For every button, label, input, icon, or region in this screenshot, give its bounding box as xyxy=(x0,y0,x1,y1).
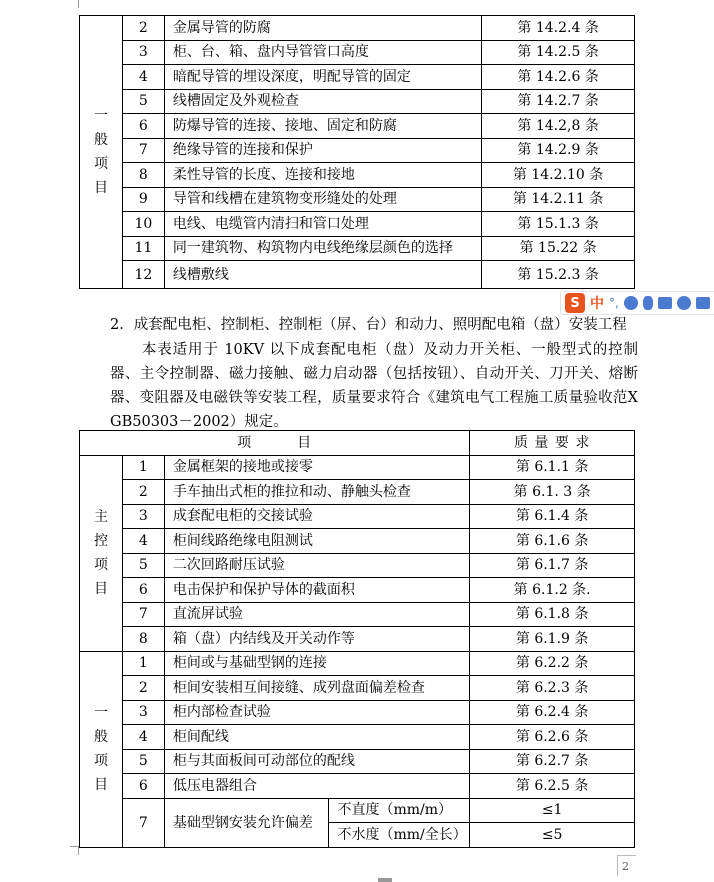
item-description: 二次回路耐压试验 xyxy=(164,553,469,578)
category-cell-general-char: 目 xyxy=(93,777,108,793)
item-description: 柔性导管的长度、连接和接地 xyxy=(164,163,481,188)
page-number: 2 xyxy=(622,860,629,873)
item-description: 金属导管的防腐 xyxy=(164,16,481,41)
item-number: 5 xyxy=(122,553,164,578)
section-heading: 2．成套配电柜、控制柜、控制柜（屏、台）和动力、照明配电箱（盘）安装工程 xyxy=(110,317,627,333)
item-requirement: 第 14.2.11 条 xyxy=(482,187,635,212)
item-description: 金属框架的接地或接零 xyxy=(164,455,469,480)
table-row xyxy=(80,40,635,65)
item-requirement: 第 15.22 条 xyxy=(482,236,635,261)
item-requirement: 第 6.2.7 条 xyxy=(470,749,635,774)
item-number: 1 xyxy=(122,651,164,676)
user-icon[interactable] xyxy=(677,296,691,310)
item-number: 6 xyxy=(122,114,164,139)
crop-mark-top-left xyxy=(70,0,79,8)
item-description: 柜内部检查试验 xyxy=(164,700,469,725)
table-row xyxy=(80,163,635,188)
item-description: 柜间安装相互间接缝、成列盘面偏差检查 xyxy=(164,676,469,701)
grid-menu-icon[interactable] xyxy=(696,297,710,309)
category-cell-general-char: 目 xyxy=(93,180,108,196)
table-row xyxy=(80,700,635,725)
inspection-table-switchgear xyxy=(79,430,635,848)
item-requirement: 第 6.1. 3 条 xyxy=(470,480,635,505)
item-number: 6 xyxy=(122,578,164,603)
table-row xyxy=(80,602,635,627)
item-description: 基础型钢安装允许偏差 xyxy=(164,798,329,847)
item-requirement: 第 6.1.1 条 xyxy=(470,455,635,480)
item-number: 2 xyxy=(122,676,164,701)
item-requirement: 第 6.2.4 条 xyxy=(470,700,635,725)
item-number: 4 xyxy=(122,725,164,750)
item-description: 同一建筑物、构筑物内电线绝缘层颜色的选择 xyxy=(164,236,481,261)
table-row xyxy=(80,553,635,578)
item-requirement: 第 6.1.4 条 xyxy=(470,504,635,529)
table-row xyxy=(80,627,635,652)
item-requirement: 第 6.1.9 条 xyxy=(470,627,635,652)
table-row xyxy=(80,236,635,261)
section-body-text: 本表适用于 10KV 以下成套配电柜（盘）及动力开关柜、一般型式的控制器、主令控制器、磁力接触、磁力启动器（包括按钮）、自动开关、刀开关、熔断器、变阻器及电磁铁等安装工程，质量要求符合《建筑电气工程施工质量验收范Ⅹ GB50303－2002）规定。 xyxy=(110,342,638,430)
item-number: 5 xyxy=(122,749,164,774)
item-requirement: 第 14.2,8 条 xyxy=(482,114,635,139)
item-number: 2 xyxy=(122,16,164,41)
keyboard-icon[interactable] xyxy=(658,297,672,309)
table-row xyxy=(80,114,635,139)
item-requirement: 第 6.1.7 条 xyxy=(470,553,635,578)
item-number: 4 xyxy=(122,65,164,90)
tolerance-value: ≤5 xyxy=(470,823,635,848)
item-number: 3 xyxy=(122,504,164,529)
table-row xyxy=(80,529,635,554)
item-number: 7 xyxy=(122,602,164,627)
item-number: 8 xyxy=(122,163,164,188)
tolerance-label: 不直度（mm/m） xyxy=(329,798,470,823)
item-requirement: 第 15.1.3 条 xyxy=(482,212,635,237)
item-description: 暗配导管的埋设深度，明配导管的固定 xyxy=(164,65,481,90)
category-cell-general xyxy=(80,651,123,847)
item-requirement: 第 6.2.5 条 xyxy=(470,774,635,799)
category-cell-general-char: 般 xyxy=(93,132,108,148)
item-number: 7 xyxy=(122,138,164,163)
header-item: 项 目 xyxy=(80,431,470,456)
item-requirement: 第 14.2.5 条 xyxy=(482,40,635,65)
microphone-icon[interactable] xyxy=(643,296,653,310)
item-description: 手车抽出式柜的推拉和动、静触头检查 xyxy=(164,480,469,505)
item-number: 3 xyxy=(122,40,164,65)
item-description: 直流屏试验 xyxy=(164,602,469,627)
item-requirement: 第 14.2.4 条 xyxy=(482,16,635,41)
item-number: 9 xyxy=(122,187,164,212)
item-number: 11 xyxy=(122,236,164,261)
category-cell-general-char: 项 xyxy=(93,753,108,769)
table-row xyxy=(80,578,635,603)
item-number: 7 xyxy=(122,798,164,847)
item-number: 12 xyxy=(122,261,164,289)
table-header-row xyxy=(80,431,635,456)
sogou-logo-icon[interactable]: S xyxy=(565,293,585,313)
item-description: 低压电器组合 xyxy=(164,774,469,799)
item-requirement: 第 14.2.9 条 xyxy=(482,138,635,163)
crop-mark-bottom-left xyxy=(70,846,79,855)
category-cell-main-char: 主 xyxy=(93,509,108,525)
item-description: 柜间线路绝缘电阻测试 xyxy=(164,529,469,554)
page-bottom-marker xyxy=(378,878,392,882)
tolerance-value: ≤1 xyxy=(470,798,635,823)
table-row xyxy=(80,651,635,676)
table-row xyxy=(80,212,635,237)
table-row xyxy=(80,89,635,114)
item-number: 4 xyxy=(122,529,164,554)
item-description: 线槽固定及外观检查 xyxy=(164,89,481,114)
table-row xyxy=(80,480,635,505)
item-requirement: 第 6.1.8 条 xyxy=(470,602,635,627)
item-requirement: 第 6.1.6 条 xyxy=(470,529,635,554)
table-row xyxy=(80,504,635,529)
item-requirement: 第 6.2.3 条 xyxy=(470,676,635,701)
category-cell-general-char: 般 xyxy=(93,729,108,745)
tolerance-label: 不水度（mm/全长） xyxy=(329,823,470,848)
item-number: 10 xyxy=(122,212,164,237)
table-row xyxy=(80,261,635,289)
item-description: 导管和线槽在建筑物变形缝处的处理 xyxy=(164,187,481,212)
item-description: 电击保护和保护导体的截面积 xyxy=(164,578,469,603)
inspection-table-conduit xyxy=(79,15,635,289)
table-row xyxy=(80,138,635,163)
table-row xyxy=(80,725,635,750)
item-description: 柜与其面板间可动部位的配线 xyxy=(164,749,469,774)
category-cell-general-char: 一 xyxy=(93,705,108,721)
table-row xyxy=(80,798,635,823)
table-row xyxy=(80,749,635,774)
header-requirement: 质 量 要 求 xyxy=(470,431,635,456)
item-description: 柜间配线 xyxy=(164,725,469,750)
table-row xyxy=(80,676,635,701)
item-description: 成套配电柜的交接试验 xyxy=(164,504,469,529)
category-cell-main xyxy=(80,455,123,651)
item-description: 线槽敷线 xyxy=(164,261,481,289)
ime-toolbar[interactable] xyxy=(560,291,714,315)
item-description: 箱（盘）内结线及开关动作等 xyxy=(164,627,469,652)
item-description: 防爆导管的连接、接地、固定和防腐 xyxy=(164,114,481,139)
item-requirement: 第 6.2.2 条 xyxy=(470,651,635,676)
category-cell-general-char: 项 xyxy=(93,156,108,172)
item-requirement: 第 6.2.6 条 xyxy=(470,725,635,750)
item-number: 3 xyxy=(122,700,164,725)
ime-punctuation-toggle[interactable]: °, xyxy=(609,296,619,310)
item-requirement: 第 15.2.3 条 xyxy=(482,261,635,289)
item-number: 5 xyxy=(122,89,164,114)
item-description: 柜间或与基础型钢的连接 xyxy=(164,651,469,676)
item-requirement: 第 14.2.6 条 xyxy=(482,65,635,90)
item-number: 1 xyxy=(122,455,164,480)
category-cell-main-char: 项 xyxy=(93,557,108,573)
item-number: 2 xyxy=(122,480,164,505)
item-description: 电线、电缆管内清扫和管口处理 xyxy=(164,212,481,237)
item-requirement: 第 14.2.10 条 xyxy=(482,163,635,188)
item-requirement: 第 14.2.7 条 xyxy=(482,89,635,114)
item-description: 绝缘导管的连接和保护 xyxy=(164,138,481,163)
category-cell-main-char: 目 xyxy=(93,581,108,597)
item-requirement: 第 6.1.2 条. xyxy=(470,578,635,603)
table-row xyxy=(80,455,635,480)
emoji-icon[interactable] xyxy=(624,296,638,310)
ime-language-toggle[interactable]: 中 xyxy=(590,296,604,312)
table-row xyxy=(80,187,635,212)
table-row xyxy=(80,16,635,41)
table-row xyxy=(80,774,635,799)
item-number: 8 xyxy=(122,627,164,652)
category-cell-main-char: 控 xyxy=(93,533,108,549)
table-row xyxy=(80,65,635,90)
item-description: 柜、台、箱、盘内导管管口高度 xyxy=(164,40,481,65)
category-cell-general xyxy=(80,16,123,289)
item-number: 6 xyxy=(122,774,164,799)
category-cell-general-char: 一 xyxy=(93,108,108,124)
